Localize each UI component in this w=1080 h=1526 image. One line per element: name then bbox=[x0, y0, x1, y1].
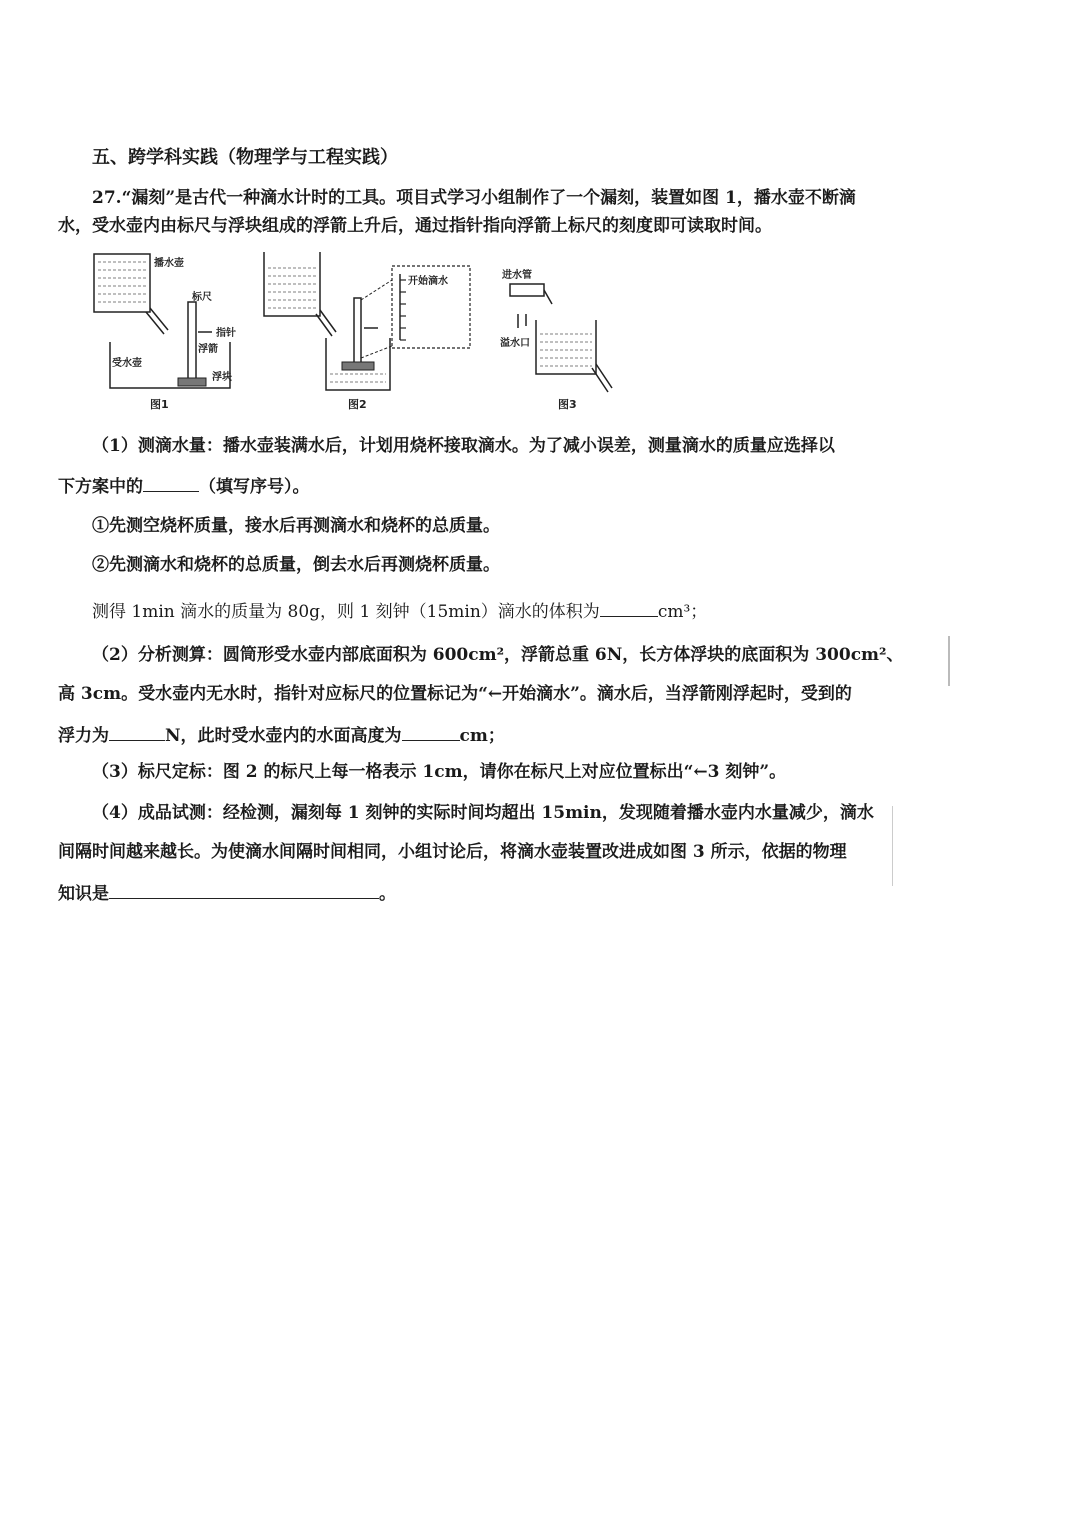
label-kai-shi-di-shui: 开始滴水 bbox=[408, 276, 448, 287]
label-biao-chi: 标尺 bbox=[192, 292, 212, 303]
answer-blank-volume[interactable] bbox=[600, 598, 658, 617]
part2-line3 bbox=[58, 722, 505, 748]
figure-2 bbox=[264, 252, 470, 411]
part2-line3-mid: N，此时受水壶内的水面高度为 bbox=[165, 726, 402, 746]
part4-line3 bbox=[58, 880, 396, 906]
part1-measure-prefix: 测得 1min 滴水的质量为 80g，则 1 刻钟（15min）滴水的体积为 bbox=[92, 602, 600, 622]
apparatus-figures bbox=[80, 248, 640, 418]
label-fu-kuai: 浮块 bbox=[212, 372, 232, 383]
label-zhi-zhen: 指针 bbox=[216, 328, 236, 339]
part2-line1: （2）分析测算：圆筒形受水壶内部底面积为 600cm²，浮箭总重 6N，长方体浮块的底面积为 300cm²、 bbox=[92, 645, 904, 665]
part2-line2: 高 3cm。受水壶内无水时，指针对应标尺的位置标记为“←开始滴水”。滴水后，当浮箭刚浮起时，受到的 bbox=[58, 684, 852, 704]
part4-line3-prefix: 知识是 bbox=[58, 884, 109, 904]
answer-blank-buoyancy[interactable] bbox=[109, 722, 165, 741]
part1-option-1: ①先测空烧杯质量，接水后再测滴水和烧杯的总质量。 bbox=[92, 516, 500, 536]
answer-blank-1[interactable] bbox=[143, 473, 199, 492]
figure-1-caption: 图1 bbox=[150, 398, 169, 411]
part4-line2: 间隔时间越来越长。为使滴水间隔时间相同，小组讨论后，将滴水壶装置改进成如图 3 所示，依据的物理 bbox=[58, 842, 847, 862]
part1-line2-prefix: 下方案中的 bbox=[58, 477, 143, 497]
part2-line3-unit: cm； bbox=[459, 726, 505, 746]
part1-measure-unit: cm³； bbox=[657, 602, 708, 622]
label-yi-shui-kou: 溢水口 bbox=[500, 338, 530, 349]
label-bo-shui-hu: 播水壶 bbox=[154, 258, 184, 269]
part1-line2-suffix: （填写序号）。 bbox=[199, 477, 310, 497]
part1-line2 bbox=[58, 473, 310, 499]
part2-line3-prefix: 浮力为 bbox=[58, 726, 109, 746]
q27-intro-line2: 水，受水壶内由标尺与浮块组成的浮箭上升后，通过指针指向浮箭上标尺的刻度即可读取时间。 bbox=[58, 216, 772, 236]
figure-3-caption: 图3 bbox=[558, 398, 577, 411]
answer-blank-physics-knowledge[interactable] bbox=[109, 880, 379, 899]
scan-edge-mark bbox=[948, 636, 950, 686]
scan-edge-mark bbox=[892, 806, 893, 886]
answer-blank-water-height[interactable] bbox=[402, 722, 460, 741]
q27-intro-line1: 27.“漏刻”是古代一种滴水计时的工具。项目式学习小组制作了一个漏刻，装置如图 1，播水壶不断滴 bbox=[92, 188, 856, 208]
part1-measure-line bbox=[92, 598, 707, 624]
part4-line1: （4）成品试测：经检测，漏刻每 1 刻钟的实际时间均超出 15min，发现随着播水壶内水量减少，滴水 bbox=[92, 803, 874, 823]
label-fu-jian: 浮箭 bbox=[198, 344, 218, 355]
figure-2-caption: 图2 bbox=[348, 398, 367, 411]
label-shou-shui-hu: 受水壶 bbox=[112, 358, 142, 369]
section-title: 五、跨学科实践（物理学与工程实践） bbox=[92, 147, 398, 168]
figure-1 bbox=[94, 254, 236, 411]
part3-line1: （3）标尺定标：图 2 的标尺上每一格表示 1cm，请你在标尺上对应位置标出“←3 刻钟”。 bbox=[92, 762, 787, 782]
part4-line3-suffix: 。 bbox=[379, 884, 396, 904]
part1-option-2: ②先测滴水和烧杯的总质量，倒去水后再测烧杯质量。 bbox=[92, 555, 500, 575]
figure-3 bbox=[500, 268, 612, 411]
part1-line1: （1）测滴水量：播水壶装满水后，计划用烧杯接取滴水。为了减小误差，测量滴水的质量应选择以 bbox=[92, 436, 835, 456]
label-jin-shui-guan: 进水管 bbox=[502, 270, 532, 281]
